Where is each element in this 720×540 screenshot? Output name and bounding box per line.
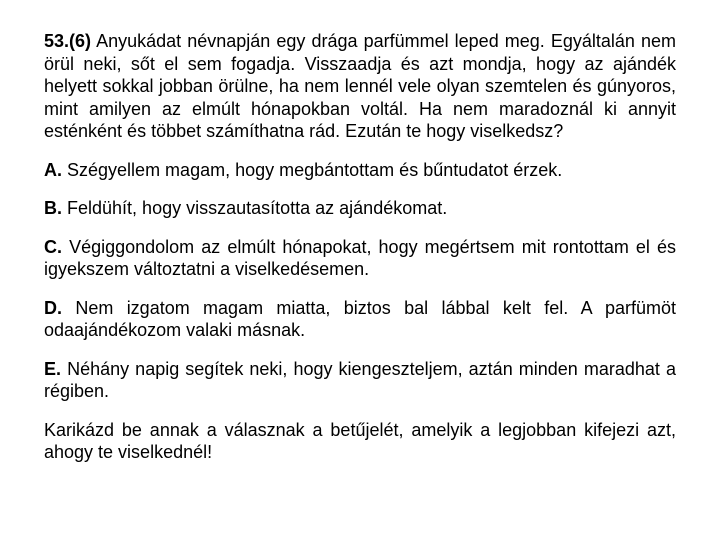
option-text-b: Feldühít, hogy visszautasította az ajándékomat.: [67, 198, 448, 218]
answer-option-c[interactable]: [44, 236, 676, 281]
question-number: 53.: [44, 31, 70, 51]
document-page: [44, 30, 676, 464]
option-letter-a: A.: [44, 159, 62, 180]
option-text-a: Szégyellem magam, hogy megbántottam és bűntudatot érzek.: [67, 159, 563, 180]
option-letter-c: C.: [44, 236, 62, 257]
option-letter-d: D.: [44, 297, 62, 318]
question-text: [44, 30, 676, 143]
option-text-d: Nem izgatom magam miatta, biztos bal lábbal kelt fel. A parfümöt odaajándékozom valaki másnak.: [44, 297, 676, 340]
question-points: (6): [69, 31, 92, 51]
option-text-c: Végiggondolom az elmúlt hónapokat, hogy megértsem mit rontottam el és igyekszem változtatni a viselkedésemen.: [44, 236, 676, 279]
instruction-text: Karikázd be annak a válasznak a betűjelét, amelyik a legjobban kifejezi azt, ahogy te viselkednél!: [44, 419, 676, 462]
answer-option-a[interactable]: [44, 159, 676, 182]
question-body: Anyukádat névnapján egy drága parfümmel leped meg. Egyáltalán nem örül neki, sőt el sem fogadja. Visszaadja és azt mondja, hogy az ajándék helyett sokkal jobban örülne, ha nem lennél vele olyan szemtelen és gúnyoros, mint amilyen az elmúlt hónapokban voltál. Ha nem maradoznál ki annyit esténként és többet számíthatna rád. Ezután te hogy viselkedsz?: [44, 31, 676, 141]
option-letter-b: B.: [44, 198, 62, 218]
answer-option-b[interactable]: [44, 197, 676, 220]
answer-option-d[interactable]: [44, 297, 676, 342]
option-letter-e: E.: [44, 358, 62, 379]
option-text-e: Néhány napig segítek neki, hogy kiengeszteljem, aztán minden maradhat a régiben.: [44, 358, 676, 401]
answer-option-e[interactable]: [44, 358, 676, 403]
